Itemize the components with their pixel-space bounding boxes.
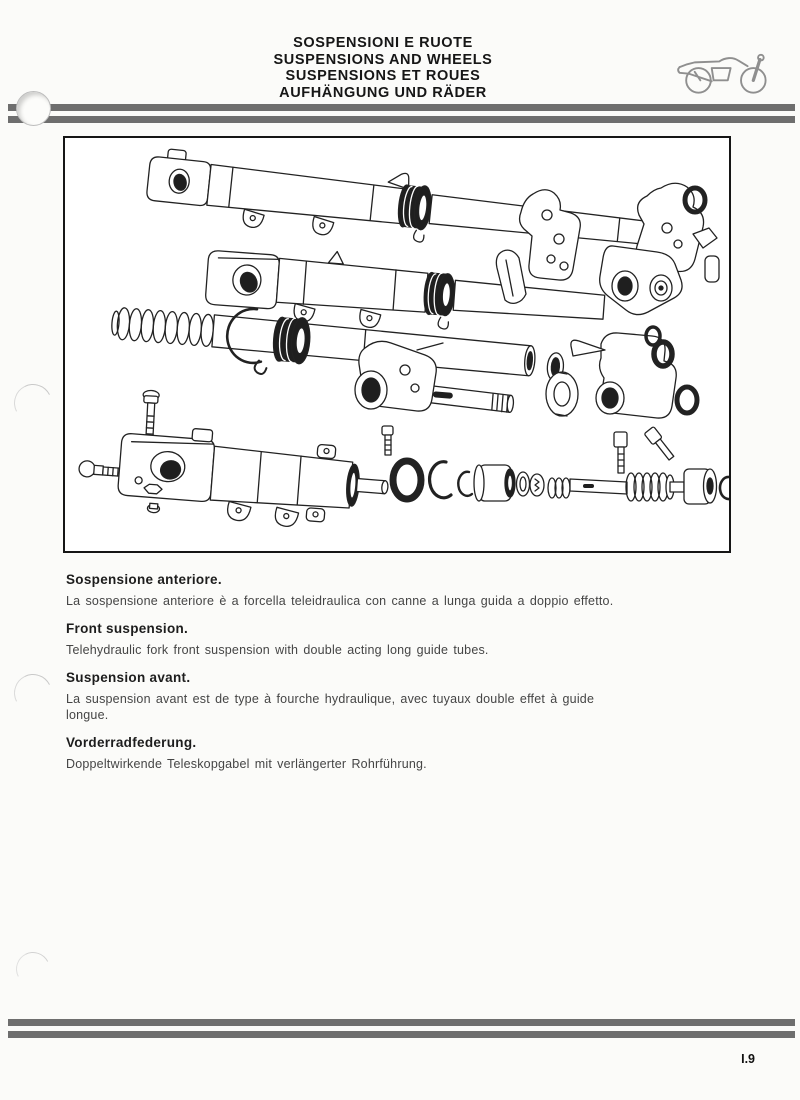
section-italian (66, 572, 626, 609)
section-heading-de: Vorderradfederung. (66, 735, 197, 750)
page-title (183, 35, 583, 101)
diagram-frame (63, 136, 731, 553)
title-line-fr: SUSPENSIONS ET ROUES (285, 68, 481, 84)
page-number: I.9 (741, 1052, 755, 1066)
top-rule-stripe-1 (8, 104, 795, 111)
title-line-it: SOSPENSIONI E RUOTE (293, 35, 473, 51)
punch-hole-4 (12, 948, 55, 991)
front-fork-exploded-diagram (65, 138, 729, 551)
punch-hole-2 (9, 379, 57, 427)
motorcycle-icon (672, 40, 776, 103)
punch-hole-3 (9, 669, 57, 717)
section-heading-en: Front suspension. (66, 621, 189, 636)
section-english (66, 621, 626, 658)
section-german (66, 735, 626, 772)
title-line-de: AUFHÄNGUNG UND RÄDER (279, 84, 487, 101)
punch-hole-1 (16, 91, 51, 126)
section-heading-fr: Suspension avant. (66, 670, 191, 685)
section-body-it: La sospensione anteriore è a forcella teleidraulica con canne a lunga guida a doppio effetto. (66, 594, 614, 608)
bottom-rule-stripe-1 (8, 1019, 795, 1026)
title-line-en: SUSPENSIONS AND WHEELS (273, 51, 493, 68)
section-french (66, 670, 626, 723)
section-body-de: Doppeltwirkende Teleskopgabel mit verlängerter Rohrführung. (66, 757, 427, 771)
bottom-rule-stripe-2 (8, 1031, 795, 1038)
caption-sections (66, 572, 626, 784)
section-heading-it: Sospensione anteriore. (66, 572, 222, 587)
top-rule-stripe-2 (8, 116, 795, 123)
section-body-en: Telehydraulic fork front suspension with double acting long guide tubes. (66, 643, 489, 657)
section-body-fr: La suspension avant est de type à fourche hydraulique, avec tuyaux double effet à guide longue. (66, 692, 595, 722)
